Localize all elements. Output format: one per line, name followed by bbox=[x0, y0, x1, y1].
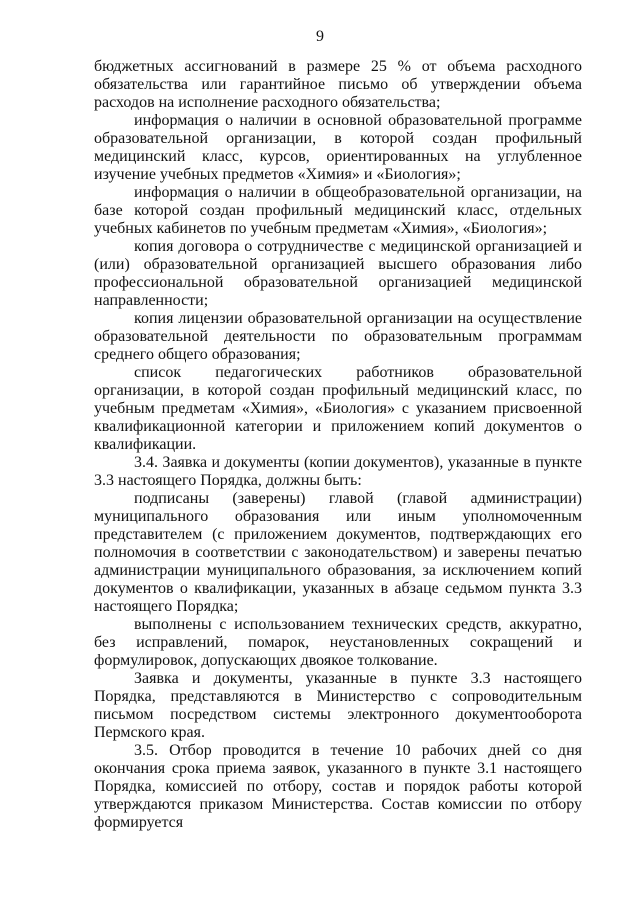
paragraph: информация о наличии в основной образовательной программе образовательной организации, в которой создан профильный медицинский класс, курсов, ориентированных на углубленное изучение учебных предметов «Химия» и «Биология»; bbox=[94, 112, 582, 183]
paragraph: бюджетных ассигнований в размере 25 % от объема расходного обязательства или гарантийное письмо об утверждении объема расходов на исполнение расходного обязательства; bbox=[94, 58, 582, 111]
paragraph: 3.4. Заявка и документы (копии документов), указанные в пункте 3.3 настоящего Порядка, должны быть: bbox=[94, 454, 582, 489]
paragraph: выполнены с использованием технических средств, аккуратно, без исправлений, помарок, неустановленных сокращений и формулировок, допускающих двоякое толкование. bbox=[94, 616, 582, 669]
paragraph: копия договора о сотрудничестве с медицинской организацией и (или) образовательной организацией высшего образования либо профессиональной образовательной организацией медицинской направленности; bbox=[94, 238, 582, 309]
paragraph: копия лицензии образовательной организации на осуществление образовательной деятельности по образовательным программам среднего общего образования; bbox=[94, 310, 582, 363]
paragraph: 3.5. Отбор проводится в течение 10 рабочих дней со дня окончания срока приема заявок, указанного в пункте 3.1 настоящего Порядка, комиссией по отбору, состав и порядок работы которой утверждаются приказом Министерства. Состав комиссии по отбору формируется bbox=[94, 742, 582, 831]
body-text bbox=[94, 58, 582, 832]
page-number: 9 bbox=[316, 28, 324, 45]
paragraph: подписаны (заверены) главой (главой администрации) муниципального образования или иным уполномоченным представителем (с приложением документов, подтверждающих его полномочия в соответствии с законодательством) и заверены печатью администрации муниципального образования, за исключением копий документов о квалификации, указанных в абзаце седьмом пункта 3.3 настоящего Порядка; bbox=[94, 490, 582, 615]
paragraph: список педагогических работников образовательной организации, в которой создан профильный медицинский класс, по учебным предметам «Химия», «Биология» с указанием присвоенной квалификационной категории и приложением копий документов о квалификации. bbox=[94, 364, 582, 453]
paragraph: информация о наличии в общеобразовательной организации, на базе которой создан профильный медицинский класс, отдельных учебных кабинетов по учебным предметам «Химия», «Биология»; bbox=[94, 184, 582, 237]
paragraph: Заявка и документы, указанные в пункте 3.3 настоящего Порядка, представляются в Министерство с сопроводительным письмом посредством системы электронного документооборота Пермского края. bbox=[94, 670, 582, 741]
